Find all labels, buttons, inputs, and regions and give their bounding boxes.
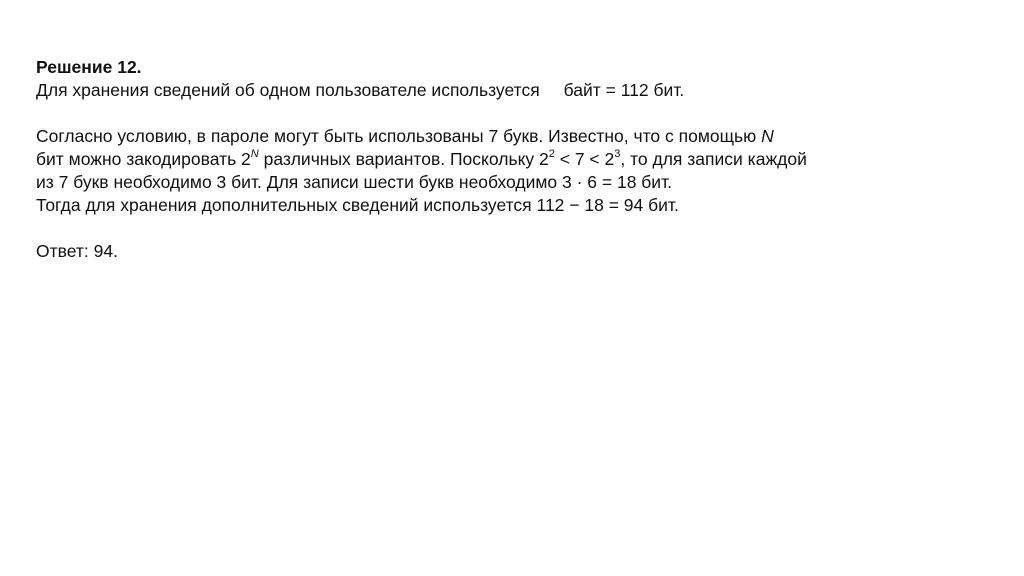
line3-sup-2: 2 [548, 148, 555, 161]
line1-text-pre: Для хранения сведений об одном пользователе используется [36, 80, 540, 100]
line3-text-c: < 7 < 2 [554, 149, 615, 169]
line3-text-a: бит можно закодировать 2 [36, 149, 251, 169]
line3-text-b: различных вариантов. Поскольку 2 [258, 149, 549, 169]
line2-var-n: N [761, 126, 774, 146]
line3-sup-n: N [250, 148, 259, 161]
line3-sup-3: 3 [614, 148, 621, 161]
line2-text: Согласно условию, в пароле могут быть использованы 7 букв. Известно, что с помощью [36, 126, 762, 146]
solution-line-5: Тогда для хранения дополнительных сведений используется 112 − 18 = 94 бит. [36, 195, 679, 215]
solution-line-4: из 7 букв необходимо 3 бит. Для записи шести букв необходимо 3 · 6 = 18 бит. [36, 172, 673, 192]
solution-line-3 [36, 148, 996, 171]
line1-text-post: байт = 112 бит. [563, 80, 685, 100]
solution-line-2 [36, 125, 996, 148]
paragraph-gap [36, 102, 996, 125]
paragraph-gap [36, 217, 996, 240]
solution-line-1 [36, 79, 996, 102]
answer-line: Ответ: 94. [36, 241, 118, 261]
solution-title: Решение 12. [36, 57, 142, 77]
line3-text-d: , то для записи каждой [620, 149, 807, 169]
solution-block [36, 56, 996, 263]
